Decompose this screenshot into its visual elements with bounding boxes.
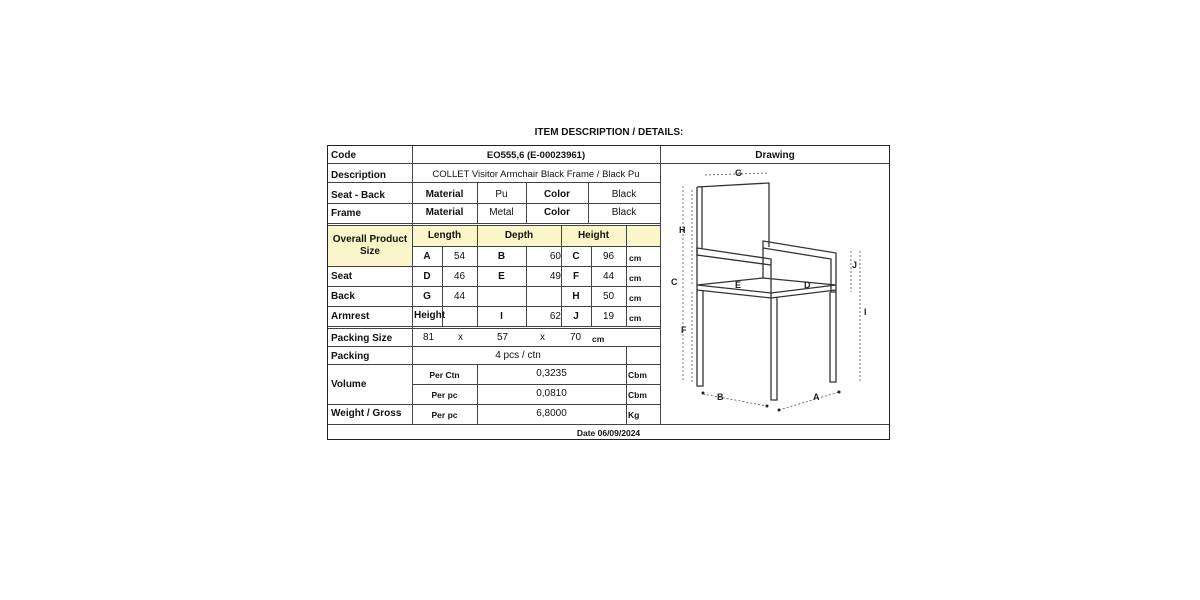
volume-per-ctn-unit: Cbm <box>628 370 647 380</box>
seat-frame-lower <box>697 290 836 298</box>
drawing-letter-a: A <box>813 392 820 402</box>
dim-key-i: I <box>500 311 503 322</box>
seat-back-material-label: Material <box>425 189 464 200</box>
dim-key-h: H <box>572 291 580 302</box>
armrest-height-label: Height <box>414 310 446 321</box>
grid-line <box>328 306 661 307</box>
dim-key-c: C <box>572 251 580 262</box>
drawing-letter-d: D <box>804 280 811 290</box>
grid-line <box>328 364 661 365</box>
grid-line <box>412 384 661 385</box>
dim-unit: cm <box>629 313 642 323</box>
grid-line <box>626 225 627 326</box>
leg-front-right <box>771 265 777 400</box>
grid-line <box>328 328 661 329</box>
drawing-letter-c: C <box>671 277 678 287</box>
drawing-letter-h: H <box>679 225 686 235</box>
depth-label: Depth <box>504 230 534 241</box>
weight-per-pc-label: Per pc <box>431 410 458 420</box>
grid-line <box>328 326 661 327</box>
drawing-letter-j: J <box>852 260 858 270</box>
frame-color-label: Color <box>543 207 571 218</box>
grid-line <box>412 246 661 247</box>
grid-line <box>328 346 661 347</box>
size-highlight-blank <box>626 225 661 246</box>
description-value: COLLET Visitor Armchair Black Frame / Black Pu <box>432 169 640 180</box>
packing-unit: cm <box>592 334 605 344</box>
point-marker <box>702 392 705 395</box>
packing-width: 57 <box>497 332 509 343</box>
dim-value-g: 44 <box>453 291 466 302</box>
dim-key-d: D <box>423 271 431 282</box>
packing-size-label: Packing Size <box>331 333 393 344</box>
frame-color: Black <box>611 207 637 218</box>
dim-value-h: 50 <box>602 291 615 302</box>
leg-front-left <box>697 248 703 386</box>
frame-label: Frame <box>331 208 362 219</box>
dim-value-j: 19 <box>602 311 615 322</box>
point-marker <box>838 391 841 394</box>
volume-per-pc-unit: Cbm <box>628 390 647 400</box>
chair-drawing <box>661 164 889 424</box>
point-marker <box>766 405 769 408</box>
dim-key-f: F <box>572 271 580 282</box>
volume-per-ctn-label: Per Ctn <box>429 370 460 380</box>
dim-key-g: G <box>423 291 431 302</box>
dimension-a <box>779 392 839 410</box>
dim-value-a: 54 <box>453 251 466 262</box>
grid-line <box>328 286 661 287</box>
code-value: EO555,6 (E-00023961) <box>486 150 586 161</box>
drawing-letter-e: E <box>735 280 742 290</box>
dim-key-e: E <box>498 271 505 282</box>
seat-back-color-label: Color <box>543 189 571 200</box>
backrest-outline <box>697 183 769 248</box>
dim-value-d: 46 <box>453 271 466 282</box>
dim-key-b: B <box>497 251 506 262</box>
dimension-b <box>703 394 767 406</box>
packing-x-2: x <box>540 332 545 343</box>
frame-material: Metal <box>489 207 514 218</box>
grid-line <box>328 266 661 267</box>
drawing-label: Drawing <box>755 150 795 161</box>
dim-value-f: 44 <box>602 271 615 282</box>
size-label-line1: Overall Product <box>332 234 408 245</box>
description-label: Description <box>331 170 387 181</box>
packing-height: 70 <box>570 332 582 343</box>
volume-per-pc: 0,0810 <box>536 388 567 399</box>
seat-back-label: Seat - Back <box>331 190 385 201</box>
page-title: ITEM DESCRIPTION / DETAILS: <box>534 127 684 138</box>
dim-unit: cm <box>629 273 642 283</box>
dim-value-e: 49 <box>549 271 561 282</box>
volume-label: Volume <box>331 379 367 390</box>
grid-line <box>328 404 661 405</box>
item-details-sheet <box>327 145 890 440</box>
armrest-row-label: Armrest <box>331 311 370 322</box>
packing-x-1: x <box>458 332 463 343</box>
volume-per-ctn: 0,3235 <box>536 368 567 379</box>
date-footer: Date 06/09/2024 <box>576 428 641 438</box>
dim-unit: cm <box>629 293 642 303</box>
dim-value-c: 96 <box>602 251 615 262</box>
seat-frame <box>697 278 836 293</box>
seat-back-color: Black <box>611 189 637 200</box>
frame-material-label: Material <box>425 207 464 218</box>
grid-line <box>328 182 661 183</box>
height-label: Height <box>577 230 610 241</box>
grid-line <box>328 424 889 425</box>
dim-unit: cm <box>629 253 642 263</box>
drawing-letter-b: B <box>717 392 724 402</box>
size-label-line2: Size <box>359 246 380 257</box>
dim-value-b: 60 <box>549 251 561 262</box>
grid-line <box>328 223 661 224</box>
grid-line <box>412 146 413 424</box>
packing-length: 81 <box>423 332 435 343</box>
left-armrest <box>697 248 771 265</box>
weight-label: Weight / Gross <box>331 408 402 419</box>
volume-per-pc-label: Per pc <box>431 390 458 400</box>
grid-line <box>328 203 661 204</box>
length-label: Length <box>427 230 462 241</box>
seat-back-material: Pu <box>495 189 508 200</box>
drawing-letter-i: I <box>864 307 867 317</box>
drawing-letter-f: F <box>681 325 687 335</box>
weight-unit: Kg <box>628 410 640 420</box>
drawing-letter-g: G <box>735 168 743 178</box>
grid-line <box>328 225 661 226</box>
code-label: Code <box>331 150 356 161</box>
packing-value: 4 pcs / ctn <box>495 350 541 361</box>
packing-label: Packing <box>331 351 370 362</box>
back-row-label: Back <box>331 291 355 302</box>
grid-line <box>626 346 627 424</box>
dim-value-i: 62 <box>549 311 561 322</box>
seat-row-label: Seat <box>331 271 353 282</box>
weight-value: 6,8000 <box>536 408 567 419</box>
point-marker <box>778 409 781 412</box>
dim-key-a: A <box>423 251 431 262</box>
leg-back-right <box>830 292 836 382</box>
dim-key-j: J <box>573 311 579 322</box>
